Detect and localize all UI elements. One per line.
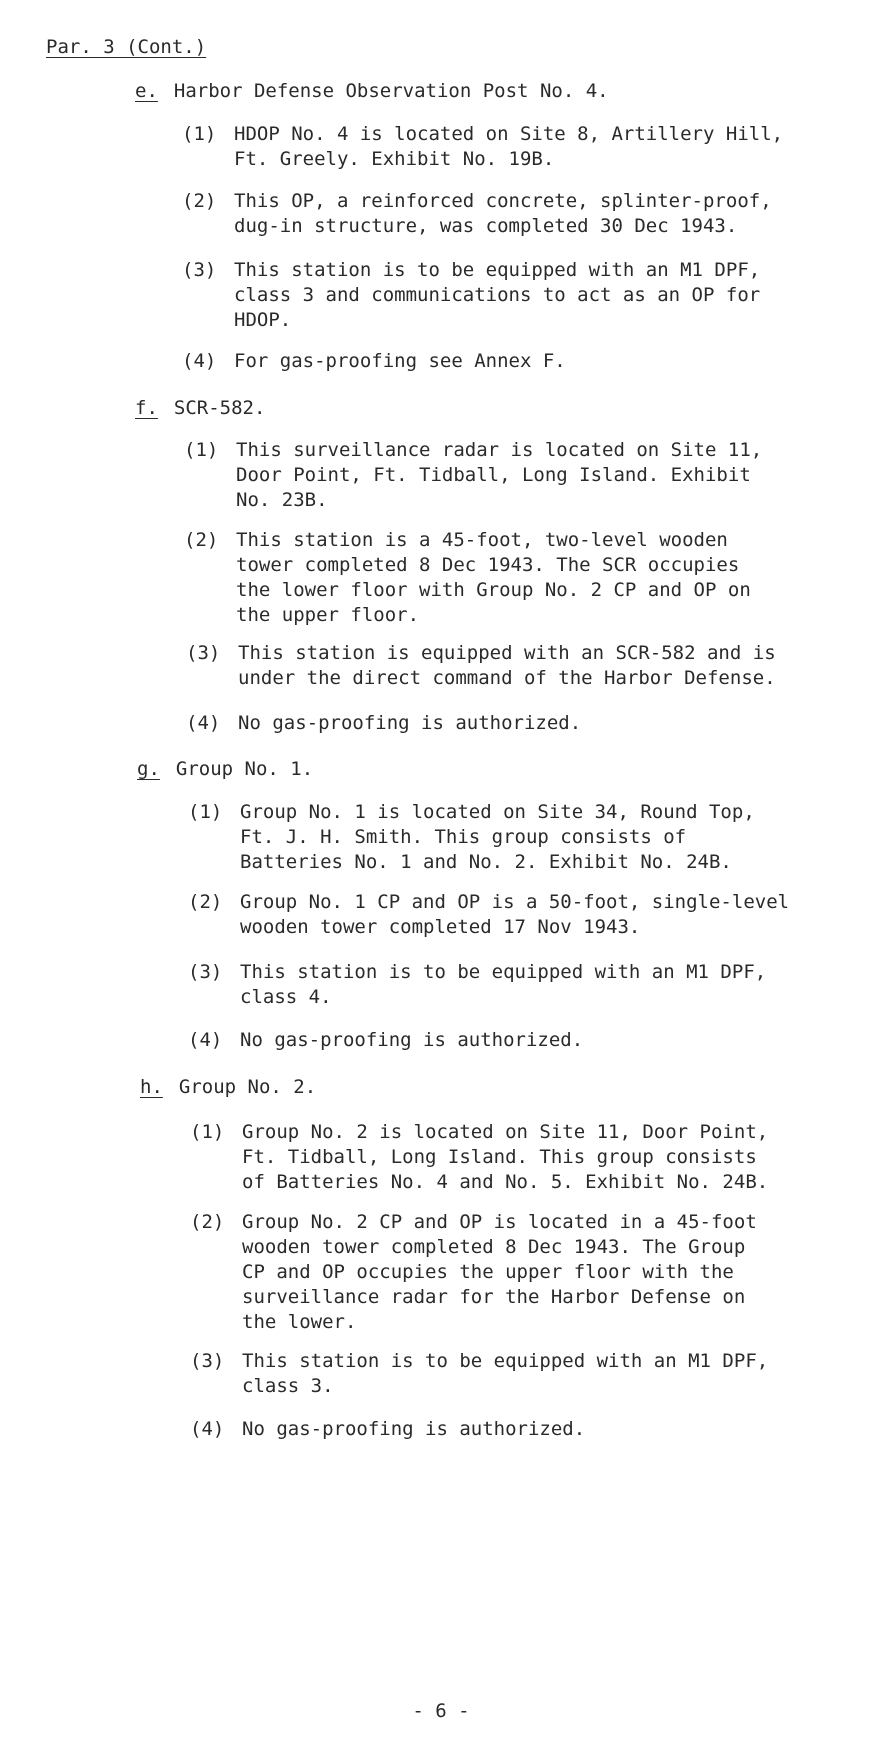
item-number: (1) xyxy=(190,1121,225,1143)
section-title: SCR-582. xyxy=(173,397,266,419)
item-text: This station is a 45-foot, two-level wooden tower completed 8 Dec 1943. The SCR occupies the lower floor with Group No. 2 CP and OP on the upper floor. xyxy=(236,529,751,626)
item-number: (4) xyxy=(182,350,217,372)
item-text: This station is to be equipped with an M1 DPF, class 3 and communications to act as an OP for HDOP. xyxy=(234,259,761,331)
item-text: This station is to be equipped with an M1 DPF, class 3. xyxy=(242,1350,769,1397)
item-text: No gas-proofing is authorized. xyxy=(242,1418,586,1440)
section-g-heading xyxy=(137,758,313,780)
item-text: HDOP No. 4 is located on Site 8, Artillery Hill, Ft. Greely. Exhibit No. 19B. xyxy=(234,123,784,170)
item-number: (1) xyxy=(188,801,223,823)
item-text: This station is to be equipped with an M1 DPF, class 4. xyxy=(240,961,767,1008)
item-number: (3) xyxy=(190,1350,225,1372)
item-number: (2) xyxy=(190,1211,225,1233)
section-letter: h. xyxy=(140,1076,163,1098)
item-text: For gas-proofing see Annex F. xyxy=(234,350,566,372)
item-number: (4) xyxy=(188,1029,223,1051)
section-letter: e. xyxy=(135,80,158,102)
item-number: (2) xyxy=(182,190,217,212)
item-text: Group No. 1 CP and OP is a 50-foot, single-level wooden tower completed 17 Nov 1943. xyxy=(240,891,790,938)
item-number: (3) xyxy=(186,642,221,664)
section-letter: f. xyxy=(135,397,158,419)
page-number: - 6 - xyxy=(412,1700,470,1722)
item-text: This surveillance radar is located on Site 11, Door Point, Ft. Tidball, Long Island. Exhibit No. 23B. xyxy=(236,439,763,511)
section-h-heading xyxy=(140,1076,316,1098)
item-text: Group No. 1 is located on Site 34, Round Top, Ft. J. H. Smith. This group consists of Batteries No. 1 and No. 2. Exhibit No. 24B. xyxy=(240,801,755,873)
section-e-heading xyxy=(135,80,609,102)
section-title: Group No. 2. xyxy=(178,1076,317,1098)
item-text: Group No. 2 CP and OP is located in a 45-foot wooden tower completed 8 Dec 1943. The Group CP and OP occupies the upper floor with the surveillance radar for the Harbor Defense on the lower. xyxy=(242,1211,757,1333)
item-number: (1) xyxy=(182,123,217,145)
item-number: (2) xyxy=(184,529,219,551)
item-number: (2) xyxy=(188,891,223,913)
section-title: Harbor Defense Observation Post No. 4. xyxy=(173,80,609,102)
section-f-heading xyxy=(135,397,265,419)
item-text: This OP, a reinforced concrete, splinter-proof, dug-in structure, was completed 30 Dec 1943. xyxy=(234,190,772,237)
item-number: (4) xyxy=(190,1418,225,1440)
paragraph-header: Par. 3 (Cont.) xyxy=(46,36,207,58)
section-title: Group No. 1. xyxy=(175,758,314,780)
item-text: No gas-proofing is authorized. xyxy=(240,1029,584,1051)
item-number: (3) xyxy=(188,961,223,983)
item-text: This station is equipped with an SCR-582 and is under the direct command of the Harbor Defense. xyxy=(238,642,776,689)
item-text: Group No. 2 is located on Site 11, Door Point, Ft. Tidball, Long Island. This group consists of Batteries No. 4 and No. 5. Exhibit No. 24B. xyxy=(242,1121,769,1193)
section-letter: g. xyxy=(137,758,160,780)
item-number: (4) xyxy=(186,712,221,734)
item-number: (1) xyxy=(184,439,219,461)
item-number: (3) xyxy=(182,259,217,281)
item-text: No gas-proofing is authorized. xyxy=(238,712,582,734)
